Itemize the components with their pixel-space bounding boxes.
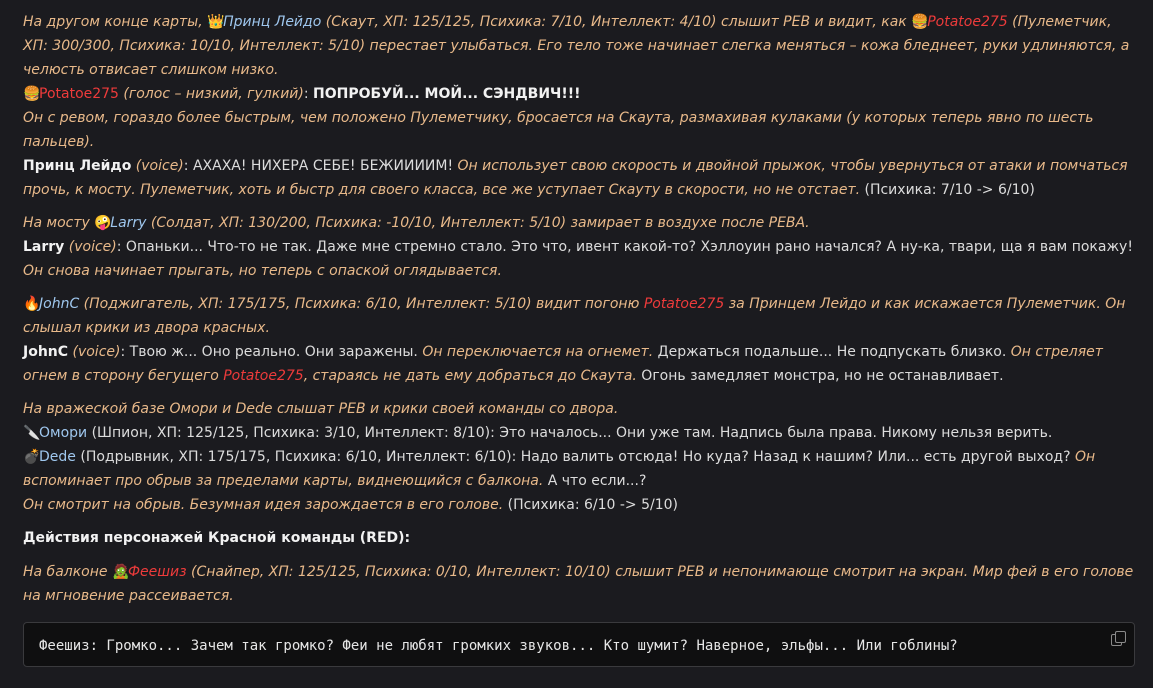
psyche-change: (Психика: 6/10 -> 5/10)	[503, 497, 679, 513]
narration-paragraph	[23, 560, 1135, 608]
colon: :	[303, 86, 314, 102]
dialogue-text: (Шпион, ХП: 125/125, Психика: 3/10, Интеллект: 8/10): Это началось... Они уже там. Надпись была права. Никому нельзя верить.	[87, 425, 1053, 441]
narration-paragraph: Он снова начинает прыгать, но теперь с опаской оглядывается.	[23, 263, 502, 279]
dialogue-text: Огонь замедляет монстра, но не останавливает.	[636, 368, 1004, 384]
burger-icon: 🍔	[23, 86, 41, 102]
narration-text: (Снайпер, ХП: 125/125, Психика: 0/10, Интеллект: 10/10) слышит РЕВ и непонимающе смотрит на экран. Мир фей в его голове на мгновение рассеивается.	[23, 564, 1134, 604]
fire-icon: 🔥	[23, 296, 41, 312]
dialogue-text: Твою ж... Оно реально. Они заражены.	[129, 344, 423, 360]
narration-text: (Солдат, ХП: 130/200, Психика: -10/10, Интеллект: 5/10) замирает в воздухе после РЕВА.	[146, 215, 810, 231]
section-heading: Действия персонажей Красной команды (RED):	[23, 530, 411, 546]
crown-icon: 👑	[207, 14, 225, 30]
block-balcony	[23, 560, 1135, 608]
block-larry	[23, 211, 1135, 283]
character-name-prince: Принц Лейдо	[223, 14, 322, 30]
copy-icon[interactable]	[1111, 631, 1125, 645]
character-name-johnc: JohnC	[39, 296, 80, 312]
narration-text: На другом конце карты,	[23, 14, 208, 30]
dialogue-line-larry	[23, 235, 1135, 259]
dialogue-line-johnc	[23, 340, 1135, 388]
dialogue-text: Держаться подальше... Не подпускать близко.	[653, 344, 1011, 360]
voice-tag: (voice)	[68, 344, 121, 360]
voice-note: (голос – низкий, гулкий)	[118, 86, 304, 102]
character-name-potatoe: Potatoe275	[39, 86, 119, 102]
dialogue-line-prince	[23, 154, 1135, 202]
narration-text: На мосту	[23, 215, 95, 231]
narration-paragraph	[23, 10, 1135, 82]
block-enemy-base	[23, 397, 1135, 517]
narration-line	[23, 493, 1135, 517]
speaker-name: Larry	[23, 239, 65, 255]
narration-text: Он стреляет огнем в сторону бегущего	[23, 344, 1103, 384]
shout-text: ПОПРОБУЙ... МОЙ... СЭНДВИЧ!!!	[313, 86, 581, 102]
colon: :	[183, 158, 193, 174]
character-name-larry: Larry	[110, 215, 147, 231]
character-name-potatoe: Potatoe275	[927, 14, 1008, 30]
dialogue-text: (Подрывник, ХП: 175/175, Психика: 6/10, Интеллект: 6/10): Надо валить отсюда! Но куда? Назад к нашим? Или... есть другой выход?	[75, 449, 1075, 465]
narration-paragraph: Он с ревом, гораздо более быстрым, чем положено Пулеметчику, бросается на Скаута, размахивая кулаками (у которых теперь явно по шесть пальцев).	[23, 110, 1094, 150]
block-scout	[23, 10, 1135, 202]
narration-text: , стараясь не дать ему добраться до Скаута.	[303, 368, 637, 384]
burger-icon: 🍔	[911, 14, 929, 30]
narration-text: На балконе	[23, 564, 112, 580]
dialogue-text: А что если...?	[543, 473, 647, 489]
narration-text: (Поджигатель, ХП: 175/175, Психика: 6/10, Интеллект: 5/10) видит погоню	[79, 296, 644, 312]
voice-tag: (voice)	[131, 158, 184, 174]
block-johnc	[23, 292, 1135, 388]
narration-text: Он вспоминает про обрыв за пределами карты, виднеющийся с балкона.	[23, 449, 1096, 489]
colon: :	[116, 239, 126, 255]
code-text: Феешиз: Громко... Зачем так громко? Феи не любят громких звуков... Кто шумит? Наверное, эльфы... Или гоблины?	[39, 638, 958, 654]
narration-paragraph	[23, 211, 1135, 235]
narration-paragraph	[23, 292, 1135, 340]
code-block	[23, 622, 1135, 667]
narration-text: за Принцем Лейдо и как искажается Пулеметчик. Он слышал крики из двора красных.	[23, 296, 1126, 336]
dialogue-text: Опаньки... Что-то не так. Даже мне стремно стало. Это что, ивент какой-то? Хэллоуин рано начался? А ну-ка, твари, ща я вам покажу!	[125, 239, 1133, 255]
speaker-name: Принц Лейдо	[23, 158, 132, 174]
narration-text: (Скаут, ХП: 125/125, Психика: 7/10, Интеллект: 4/10) слышит РЕВ и видит, как	[321, 14, 912, 30]
character-name-potatoe: Potatoe275	[643, 296, 725, 312]
dialogue-text: АХАХА! НИХЕРА СЕБЕ! БЕЖИИИИМ!	[192, 158, 458, 174]
dialogue-line-omori	[23, 421, 1135, 445]
character-name-feeshiz: Феешиз	[127, 564, 187, 580]
narration-text: Он переключается на огнемет.	[422, 344, 654, 360]
knife-icon: 🔪	[23, 425, 41, 441]
message-content	[23, 10, 1135, 617]
clown-face-icon: 🤪	[94, 215, 112, 231]
dialogue-line-dede	[23, 445, 1135, 493]
character-name-omori: Омори	[39, 425, 88, 441]
colon: :	[120, 344, 130, 360]
dialogue-line-potatoe	[23, 82, 1135, 106]
narration-text: Он смотрит на обрыв. Безумная идея зарождается в его голове.	[23, 497, 504, 513]
bomb-icon: 💣	[23, 449, 41, 465]
narration-text: Он использует свою скорость и двойной прыжок, чтобы увернуться от атаки и помчаться прочь, к мосту. Пулеметчик, хоть и быстр для своего класса, все же уступает Скауту в скорости, но не отстает.	[23, 158, 1128, 198]
voice-tag: (voice)	[64, 239, 117, 255]
speaker-name: JohnC	[23, 344, 69, 360]
narration-paragraph: На вражеской базе Омори и Dede слышат РЕВ и крики своей команды со двора.	[23, 401, 619, 417]
zombie-icon: 🧟	[111, 564, 130, 580]
character-name-potatoe: Potatoe275	[223, 368, 304, 384]
character-name-dede: Dede	[39, 449, 76, 465]
psyche-change: (Психика: 7/10 -> 6/10)	[860, 182, 1035, 198]
narration-text: (Пулеметчик, ХП: 300/300, Психика: 10/10, Интеллект: 5/10) перестает улыбаться. Его тело тоже начинает слегка меняться – кожа бледнеет, руки удлиняются, а челюсть отвисает слишком низко.	[23, 14, 1130, 78]
